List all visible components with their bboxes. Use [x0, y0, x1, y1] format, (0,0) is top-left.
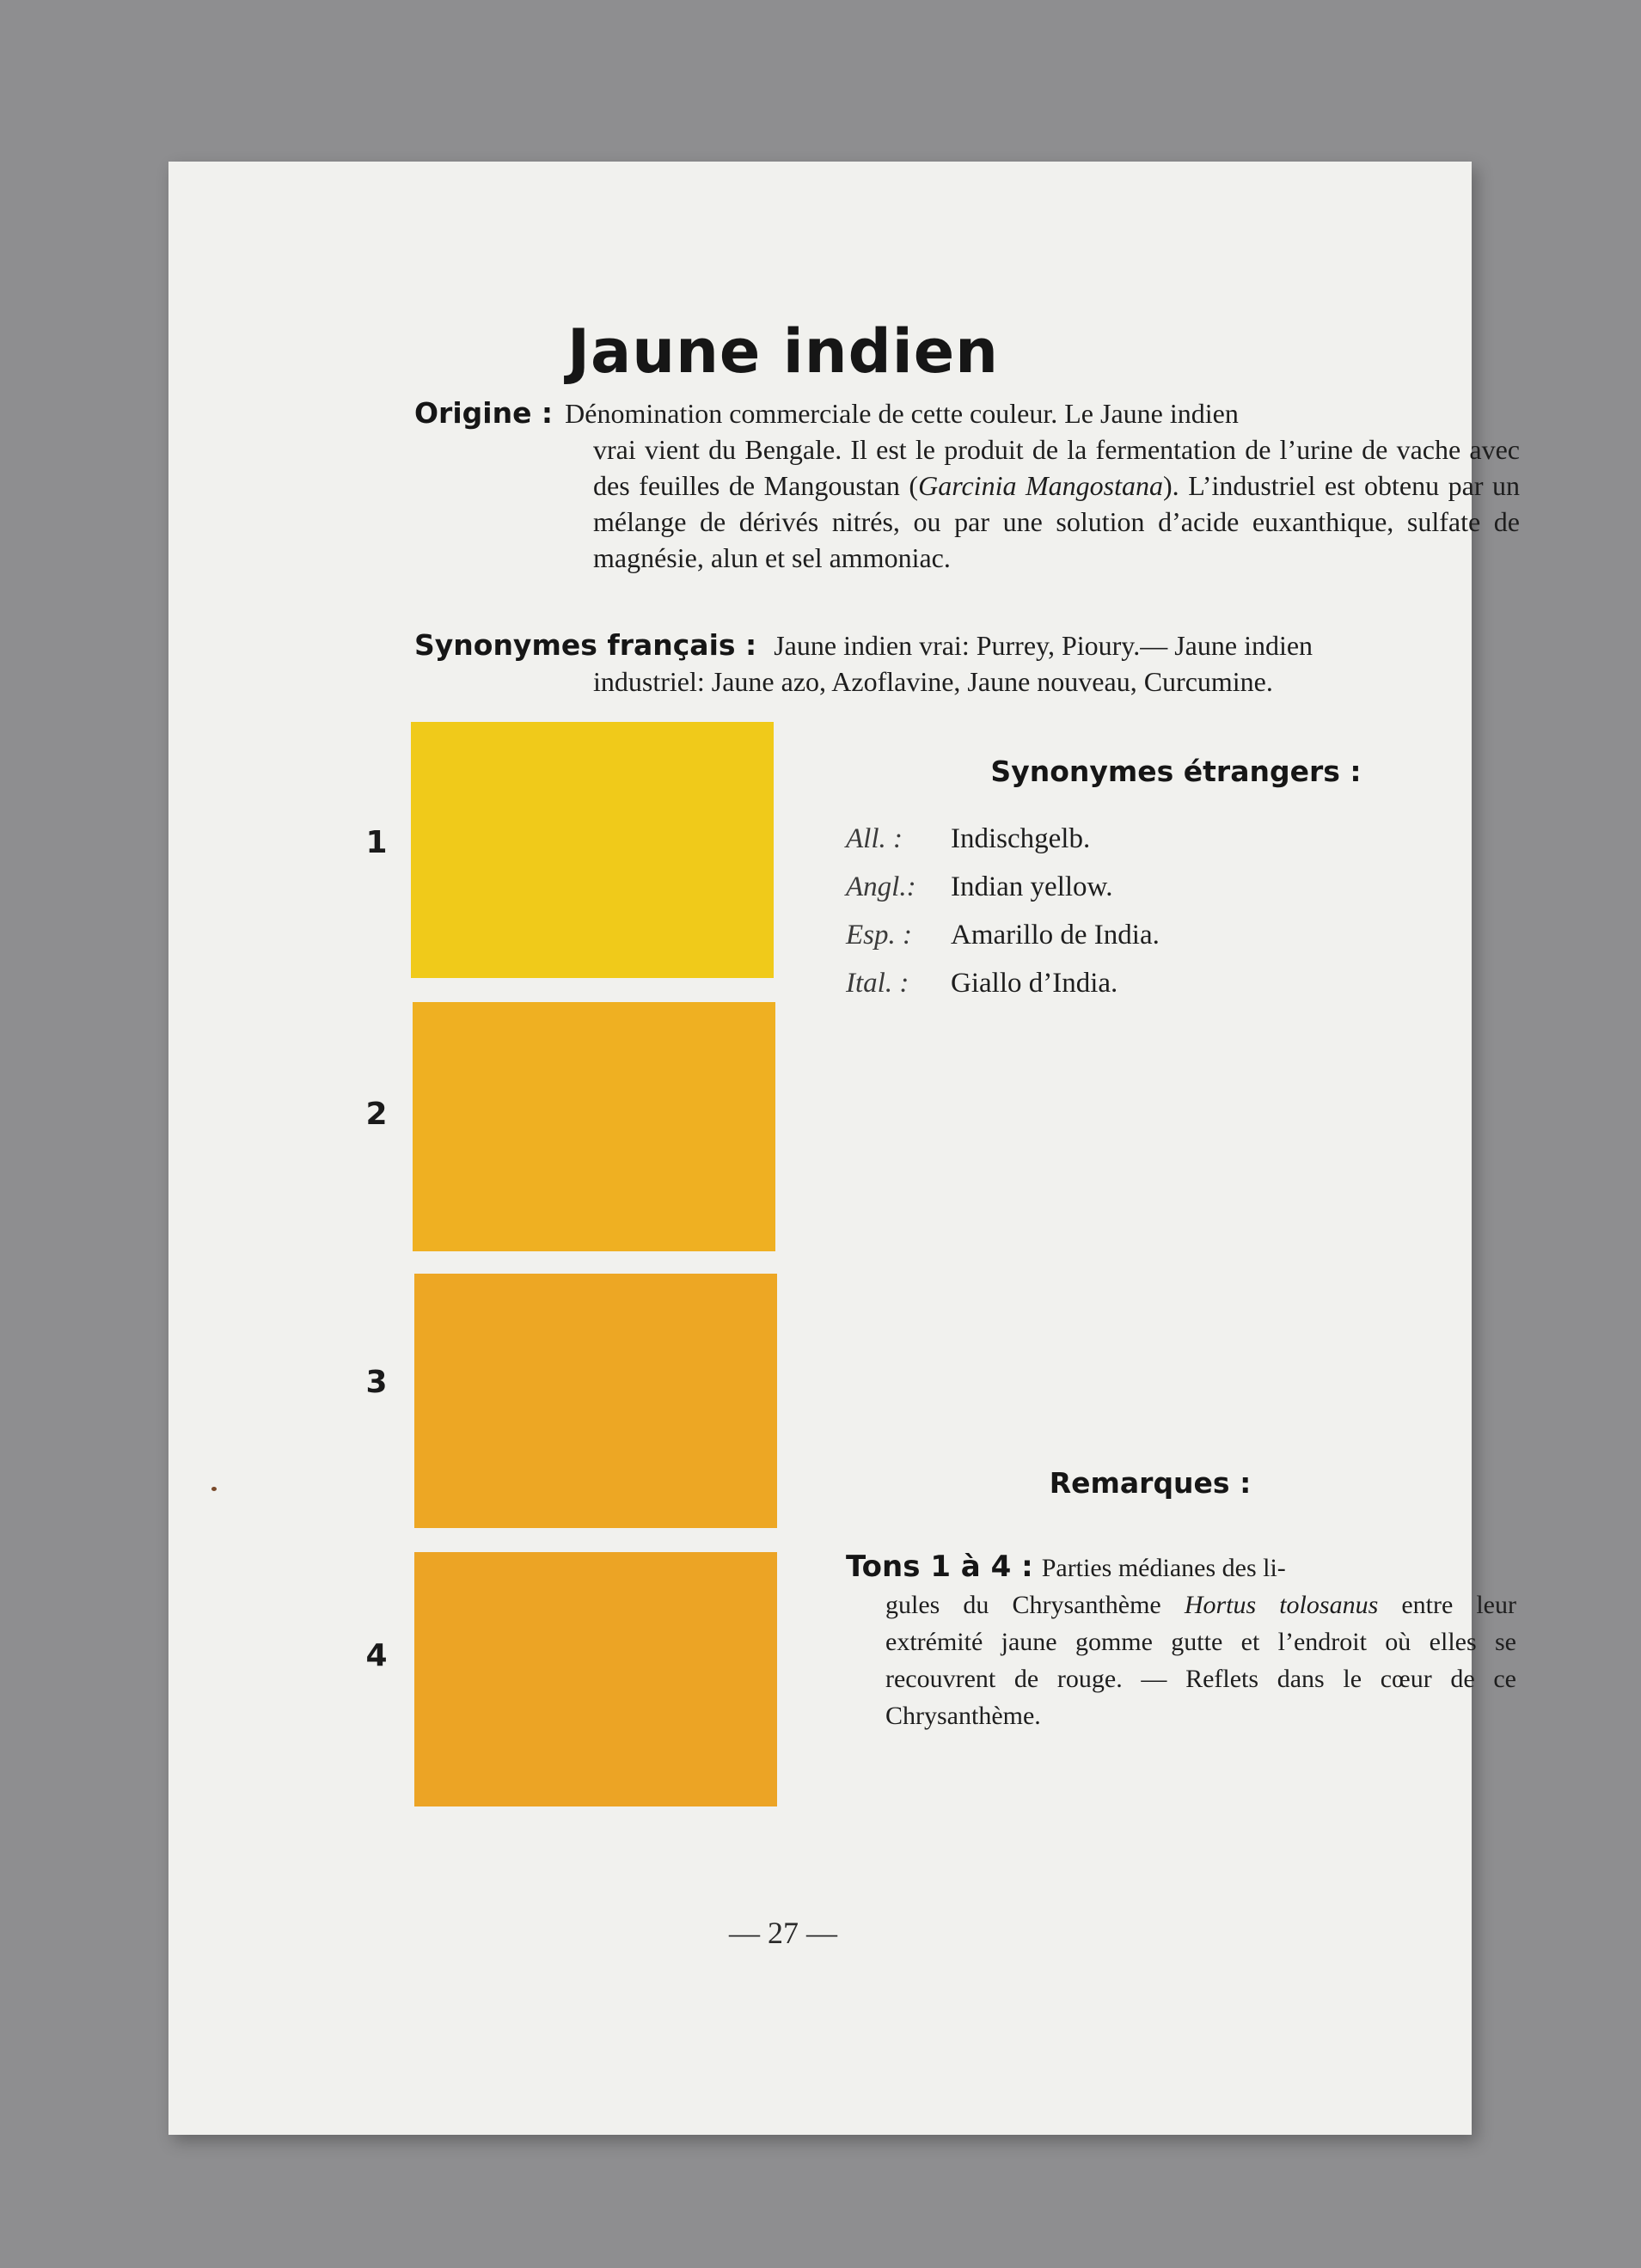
origine-body-end: ). L’industriel est obtenu par un mélange de dérivés nitrés, ou par une solution d’acide euxanthique, sulfate de magnésie, alun et sel ammoniac. [593, 470, 1521, 573]
remarques-body [846, 1586, 1516, 1734]
swatch-number-2: 2 [365, 1097, 388, 1132]
synonymes-francais-label: Synonymes français : [414, 628, 757, 662]
remarques-body-b: entre leur extrémité jaune gomme gutte et l’endroit où elles se recouvrent de rouge. — Reflets dans le cœur de ce Chrysanthème. [885, 1591, 1516, 1730]
color-swatch-4 [414, 1552, 777, 1806]
swatch-number-4: 4 [365, 1638, 388, 1673]
printed-page [168, 162, 1521, 2135]
remarques-label: Tons 1 à 4 : [846, 1550, 1033, 1584]
page-title: Jaune indien [566, 316, 1000, 387]
paper-speck [211, 1487, 217, 1491]
synonymes-francais-rest: industriel: Jaune azo, Azoflavine, Jaune nouveau, Curcumine. [593, 666, 1273, 697]
remarques-paragraph [846, 1549, 1516, 1734]
swatch-number-3: 3 [365, 1365, 388, 1400]
synonym-value: Amarillo de India. [951, 920, 1160, 951]
synonymes-etrangers-title: Synonymes étrangers : [990, 755, 1362, 788]
language-abbrev: Angl.: [846, 871, 916, 902]
color-swatch-2 [413, 1002, 775, 1251]
list-item [846, 968, 1448, 1016]
synonym-value: Indischgelb. [951, 823, 1091, 854]
list-item [846, 823, 1448, 871]
synonym-value: Giallo d’India. [951, 968, 1118, 999]
language-abbrev: All. : [846, 823, 903, 854]
origine-body [414, 431, 1520, 576]
synonymes-francais-first-line: Jaune indien vrai: Purrey, Pioury.— Jaune indien [774, 630, 1313, 661]
list-item [846, 871, 1448, 920]
origine-paragraph [414, 395, 1520, 576]
origine-first-line: Dénomination commerciale de cette couleur. Le Jaune indien [565, 398, 1239, 429]
list-item [846, 920, 1448, 968]
origine-latin-name: Garcinia Mangostana [918, 470, 1163, 501]
language-abbrev: Ital. : [846, 968, 909, 999]
color-swatch-3 [414, 1274, 777, 1528]
remarques-first-line: Parties médianes des li- [1041, 1554, 1286, 1582]
swatch-number-1: 1 [365, 825, 388, 860]
synonymes-francais-paragraph [414, 627, 1520, 700]
color-swatch-1 [411, 722, 774, 978]
synonymes-etrangers-list [846, 823, 1448, 1016]
origine-body-text: vrai vient du Bengale. Il est le produit de la fermentation de l’urine de vache avec des feuilles de Mangoustan ( [593, 434, 1520, 501]
synonym-value: Indian yellow. [951, 871, 1113, 902]
language-abbrev: Esp. : [846, 920, 912, 951]
origine-label: Origine : [414, 396, 554, 430]
remarques-body-a: gules du Chrysanthème [885, 1591, 1185, 1619]
page-number: — 27 — [729, 1916, 837, 1950]
remarques-latin-name: Hortus tolosanus [1184, 1591, 1379, 1619]
remarques-title: Remarques : [1049, 1466, 1252, 1500]
